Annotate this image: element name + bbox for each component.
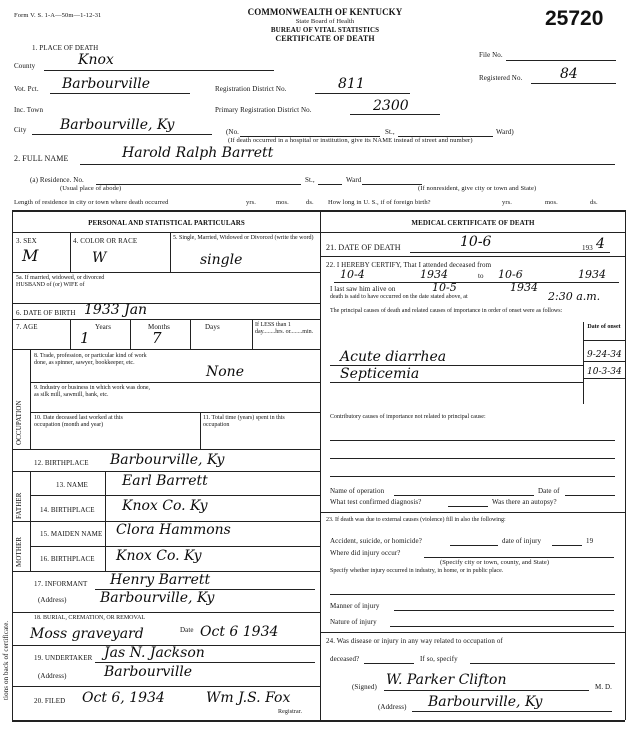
ward-label: Ward)	[496, 128, 514, 136]
color-value: W	[92, 250, 107, 266]
residence-label: (a) Residence. No.	[30, 176, 84, 184]
certificate-title: CERTIFICATE OF DEATH	[275, 34, 375, 43]
usual-place-note: (Usual place of abode)	[60, 185, 122, 192]
medical-heading: MEDICAL CERTIFICATE OF DEATH	[411, 219, 535, 227]
full-name-value: Harold Ralph Barrett	[122, 145, 274, 161]
date-of-death-year-prefix: 193	[582, 244, 593, 252]
less-than-label: If LESS than 1 day........hrs. or........min.	[255, 322, 314, 335]
burial-date-label: Date	[180, 626, 194, 634]
board-heading: State Board of Health	[295, 18, 355, 25]
autopsy-label: Was there an autopsy?	[492, 498, 557, 506]
birthplace-label: 12. BIRTHPLACE	[34, 459, 89, 467]
age-years-value: 1	[80, 329, 90, 347]
primary-registration-value: 2300	[373, 98, 409, 114]
mother-maiden-label: 15. MAIDEN NAME	[40, 530, 103, 538]
informant-label: 17. INFORMANT	[34, 580, 88, 588]
sex-value: M	[22, 246, 39, 265]
attended-to-year: 1934	[578, 268, 606, 281]
mos2-label: mos.	[545, 199, 558, 206]
color-label: 4. COLOR OR RACE	[73, 237, 138, 245]
signed-label: (Signed)	[352, 683, 377, 691]
age-months-value: 7	[152, 329, 162, 347]
principal-causes-label: The principal causes of death and related causes of importance in order of onset were as follows:	[330, 308, 563, 314]
injury-year-label: 19	[586, 537, 594, 545]
attended-to-value: 10-6	[498, 268, 523, 281]
dob-label: 6. DATE OF BIRTH	[16, 309, 76, 317]
father-section-label: FATHER	[15, 492, 23, 519]
attended-from-year: 1934	[420, 268, 448, 281]
manner-injury-label: Manner of injury	[330, 602, 380, 610]
margin-note: tions on back of certificate.	[2, 620, 10, 700]
date-of-death-value: 10-6	[460, 234, 492, 250]
last-worked-label: 10. Date deceased last worked at this occupation (month and year)	[34, 415, 123, 428]
nonresident-note: (If nonresident, give city or town and State)	[418, 185, 537, 192]
undertaker-value: Jas N. Jackson	[104, 645, 205, 661]
if-so-label: If so, specify	[420, 655, 458, 663]
mos-label: mos.	[276, 199, 289, 206]
hospital-note: (If death occurred in a hospital or institution, give its NAME instead of street and number)	[228, 137, 473, 144]
operation-date-label: Date of	[538, 487, 560, 495]
burial-place-value: Moss graveyard	[30, 626, 144, 642]
date-of-death-year: 4	[596, 236, 605, 252]
days-label: Days	[205, 323, 220, 331]
registration-district-value: 811	[338, 76, 365, 92]
occupation-relation-label: 24. Was disease or injury in any way related to occupation of	[326, 637, 503, 645]
confirmed-diagnosis-label: What test confirmed diagnosis?	[330, 498, 422, 506]
mother-birthplace-label: 16. BIRTHPLACE	[40, 555, 95, 563]
dob-value: 1933 Jan	[84, 302, 148, 318]
attended-from-value: 10-4	[340, 268, 365, 281]
injury-date-label: date of injury	[502, 537, 542, 545]
form-id: Form V. S. 1-A—50m—1-12-31	[14, 12, 102, 19]
burial-label: 18. BURIAL, CREMATION, OR REMOVAL	[34, 615, 146, 621]
last-saw-label: I last saw him alive on	[330, 285, 396, 293]
months-label: Months	[148, 323, 170, 331]
informant-value: Henry Barrett	[110, 572, 211, 588]
death-time-value: 2:30 a.m.	[548, 290, 601, 303]
registered-no-label: Registered No.	[479, 74, 523, 82]
county-label: County	[14, 62, 36, 70]
place-of-death-label: 1. PLACE OF DEATH	[32, 44, 99, 52]
primary-registration-label: Primary Registration District No.	[215, 106, 312, 114]
registrar-label: Registrar.	[278, 709, 303, 715]
father-birthplace-value: Knox Co. Ky	[122, 498, 208, 514]
registrar-signature: Wm J.S. Fox	[206, 690, 291, 706]
inc-town-label: Inc. Town	[14, 106, 44, 114]
length-of-residence-label: Length of residence in city or town where death occurred	[14, 199, 169, 206]
to-label: to	[478, 272, 484, 280]
full-name-label: 2. FULL NAME	[14, 154, 69, 163]
cause-1-value: Acute diarrhea	[340, 349, 447, 365]
last-saw-year: 1934	[510, 281, 538, 294]
mother-section-label: MOTHER	[15, 536, 23, 567]
occupation-section-label: OCCUPATION	[15, 400, 23, 445]
physician-address-value: Barbourville, Ky	[428, 694, 543, 710]
birthplace-value: Barbourville, Ky	[110, 452, 225, 468]
spouse-label: 5a. If married, widowed, or divorced HUSBAND of (or) WIFE of	[16, 275, 105, 288]
trade-label: 8. Trade, profession, or particular kind of work done, as spinner, sawyer, bookkeeper, etc.	[34, 353, 147, 366]
bureau-heading: BUREAU OF VITAL STATISTICS	[270, 26, 380, 34]
marital-label: 5. Single, Married, Widowed or Divorced (write the word)	[173, 235, 314, 241]
city-label: City	[14, 126, 27, 134]
physician-address-label: (Address)	[378, 703, 407, 711]
residence-ward-label: Ward	[346, 176, 362, 184]
where-injury-label: Where did injury occur?	[330, 549, 401, 557]
operation-label: Name of operation	[330, 487, 385, 495]
undertaker-address-label: (Address)	[38, 672, 67, 680]
physician-signature: W. Parker Clifton	[386, 672, 507, 688]
yrs-label: yrs.	[246, 199, 256, 206]
last-saw-value: 10-5	[432, 281, 457, 294]
contributory-label: Contributory causes of importance not related to principal cause:	[330, 414, 486, 420]
commonwealth-heading: COMMONWEALTH OF KENTUCKY	[247, 7, 403, 17]
registered-no-value: 84	[560, 66, 578, 82]
trade-value: None	[206, 364, 244, 380]
nature-injury-label: Nature of injury	[330, 618, 377, 626]
where-injury-note: (Specify city or town, county, and State)	[440, 559, 550, 566]
mother-birthplace-value: Knox Co. Ky	[116, 548, 202, 564]
certify-label: 22. I HEREBY CERTIFY, That I attended deceased from	[326, 261, 492, 269]
informant-address-value: Barbourville, Ky	[100, 590, 215, 606]
deceased-label: deceased?	[330, 655, 360, 663]
cause-1-date: 9-24-34	[587, 350, 622, 360]
father-name-value: Earl Barrett	[122, 473, 208, 489]
father-birthplace-label: 14. BIRTHPLACE	[40, 506, 95, 514]
marital-value: single	[200, 252, 243, 268]
accident-label: Accident, suicide, or homicide?	[330, 537, 422, 545]
ds-label: ds.	[306, 199, 314, 206]
total-time-label: 11. Total time (years) spent in this occupation	[203, 415, 285, 428]
filed-label: 20. FILED	[34, 697, 66, 705]
certificate-number: 25720	[545, 7, 604, 30]
no-label: (No.	[226, 128, 240, 136]
industry-label: 9. Industry or business in which work was done, as silk mill, sawmill, bank, etc.	[34, 385, 150, 398]
years-label: Years	[95, 323, 112, 331]
ds2-label: ds.	[590, 199, 598, 206]
informant-address-label: (Address)	[38, 596, 67, 604]
mother-maiden-value: Clora Hammons	[116, 522, 231, 538]
age-label: 7. AGE	[16, 323, 38, 331]
burial-date-value: Oct 6 1934	[200, 624, 279, 640]
st-label: St.,	[385, 128, 395, 136]
registration-district-label: Registration District No.	[215, 85, 287, 93]
yrs2-label: yrs.	[502, 199, 512, 206]
vot-pct-label: Vot. Pct.	[14, 85, 39, 93]
undertaker-label: 19. UNDERTAKER	[34, 654, 93, 662]
death-said-label: death is said to have occurred on the date stated above, at	[330, 294, 468, 300]
father-name-label: 13. NAME	[56, 481, 88, 489]
vot-pct-value: Barbourville	[62, 76, 151, 92]
undertaker-address-value: Barbourville	[104, 664, 193, 680]
sex-label: 3. SEX	[16, 237, 37, 245]
city-value: Barbourville, Ky	[60, 117, 175, 133]
file-no-label: File No.	[479, 51, 503, 59]
cause-2-value: Septicemia	[340, 366, 420, 382]
residence-st-label: St.,	[305, 176, 315, 184]
filed-date-value: Oct 6, 1934	[82, 690, 165, 706]
personal-heading: PERSONAL AND STATISTICAL PARTICULARS	[88, 219, 245, 227]
how-long-us-label: How long in U. S., if of foreign birth?	[328, 199, 431, 206]
county-value: Knox	[78, 52, 114, 68]
md-label: M. D.	[595, 683, 613, 691]
specify-injury-label: Specify whether injury occurred in industry, in home, or in public place.	[330, 568, 504, 574]
cause-2-date: 10-3-34	[587, 367, 622, 377]
date-of-death-label: 21. DATE OF DEATH	[326, 243, 401, 252]
external-causes-label: 23. If death was due to external causes (violence) fill in also the following:	[326, 517, 506, 523]
date-of-onset-label: Date of onset	[587, 324, 621, 330]
